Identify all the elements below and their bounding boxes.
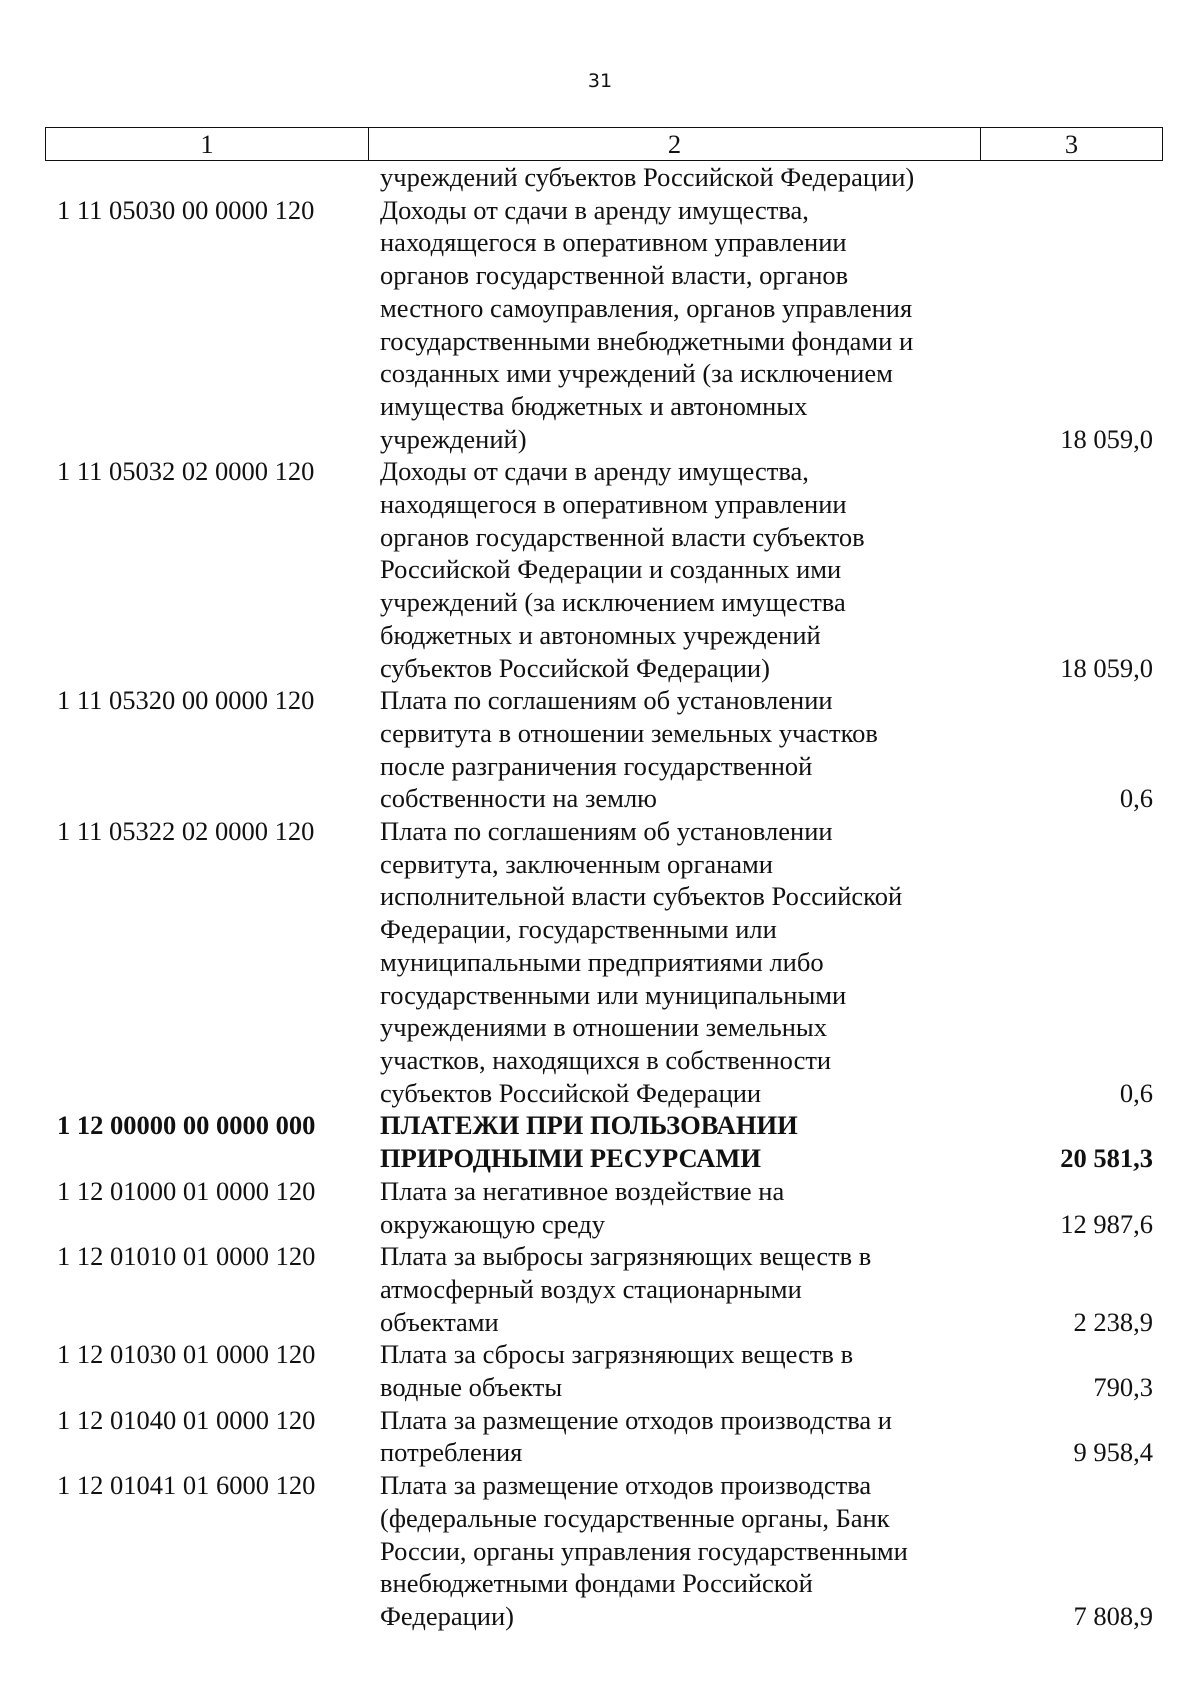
classification-code bbox=[45, 161, 368, 194]
amount-value bbox=[980, 1338, 1163, 1403]
classification-code: 1 11 05322 02 0000 120 bbox=[57, 816, 315, 847]
description-line: Плата за размещение отходов производства bbox=[380, 1470, 872, 1501]
description-line: окружающую среду bbox=[380, 1208, 606, 1239]
classification-code: 1 12 01040 01 0000 120 bbox=[57, 1404, 316, 1435]
description-line: Плата по соглашениям об установлении bbox=[380, 685, 833, 716]
table-row bbox=[45, 161, 1163, 194]
description-line: собственности на землю bbox=[380, 783, 657, 814]
description-line: учреждений субъектов Российской Федерации) bbox=[380, 162, 915, 192]
amount-value bbox=[980, 1175, 1163, 1240]
table-row bbox=[45, 1109, 1163, 1174]
description-line: находящегося в оперативном управлении bbox=[380, 227, 847, 258]
description-line: органов государственной власти субъектов bbox=[380, 521, 865, 552]
table-row bbox=[45, 1338, 1163, 1403]
description-line: исполнительной власти субъектов Российской bbox=[380, 881, 903, 912]
table-row bbox=[45, 1175, 1163, 1240]
classification-code: 1 12 01010 01 0000 120 bbox=[57, 1241, 316, 1272]
table-row bbox=[45, 194, 1163, 456]
description-line: Плата за выбросы загрязняющих веществ в bbox=[380, 1241, 872, 1272]
revenue-description bbox=[368, 1469, 980, 1633]
description-line: атмосферный воздух стационарными bbox=[380, 1273, 802, 1304]
revenue-description bbox=[368, 1404, 980, 1469]
description-line: учреждений) bbox=[380, 423, 527, 454]
description-line: муниципальными предприятиями либо bbox=[380, 946, 824, 977]
amount-value bbox=[980, 161, 1163, 194]
table-row bbox=[45, 684, 1163, 815]
description-line: сервитута в отношении земельных участков bbox=[380, 717, 878, 748]
amount-text: 790,3 bbox=[1093, 1372, 1153, 1403]
amount-value bbox=[980, 684, 1163, 815]
table-row bbox=[45, 1240, 1163, 1338]
description-line: Федерации) bbox=[380, 1600, 514, 1631]
amount-value bbox=[980, 194, 1163, 456]
table-row bbox=[45, 455, 1163, 684]
revenue-description bbox=[368, 815, 980, 1109]
description-line: имущества бюджетных и автономных bbox=[380, 390, 808, 421]
classification-code: 1 11 05030 00 0000 120 bbox=[57, 194, 315, 225]
amount-text: 18 059,0 bbox=[1060, 423, 1153, 454]
amount-text: 9 958,4 bbox=[1073, 1437, 1153, 1468]
header-col-2: 2 bbox=[369, 128, 981, 160]
description-line: учреждениями в отношении земельных bbox=[380, 1012, 827, 1043]
description-line: Плата по соглашениям об установлении bbox=[380, 816, 833, 847]
revenue-description bbox=[368, 1109, 980, 1174]
revenue-description bbox=[368, 1240, 980, 1338]
amount-text: 18 059,0 bbox=[1060, 652, 1153, 683]
page-number: 31 bbox=[587, 70, 613, 92]
description-line: (федеральные государственные органы, Банк bbox=[380, 1502, 890, 1533]
description-line: Плата за размещение отходов производства и bbox=[380, 1404, 892, 1435]
amount-text: 2 238,9 bbox=[1073, 1306, 1153, 1337]
description-line: созданных ими учреждений (за исключением bbox=[380, 358, 893, 389]
revenue-description bbox=[368, 194, 980, 456]
description-line: Плата за негативное воздействие на bbox=[380, 1175, 785, 1206]
description-line: сервитута, заключенным органами bbox=[380, 848, 773, 879]
revenue-description bbox=[368, 1175, 980, 1240]
revenue-description bbox=[368, 684, 980, 815]
revenue-description bbox=[368, 455, 980, 684]
classification-code: 1 12 00000 00 0000 000 bbox=[57, 1110, 316, 1141]
amount-value bbox=[980, 1240, 1163, 1338]
amount-text: 0,6 bbox=[1119, 783, 1153, 814]
description-line: государственными внебюджетными фондами и bbox=[380, 325, 914, 356]
classification-code: 1 12 01030 01 0000 120 bbox=[57, 1339, 316, 1370]
description-line: Российской Федерации и созданных ими bbox=[380, 554, 842, 585]
header-col-1: 1 bbox=[46, 128, 369, 160]
amount-value bbox=[980, 1469, 1163, 1633]
description-line: водные объекты bbox=[380, 1372, 563, 1403]
description-line: объектами bbox=[380, 1306, 499, 1337]
table-row bbox=[45, 815, 1163, 1109]
table-body bbox=[45, 161, 1163, 1633]
amount-value bbox=[980, 1109, 1163, 1174]
budget-table bbox=[45, 127, 1163, 1633]
description-line: государственными или муниципальными bbox=[380, 979, 847, 1010]
description-line: ПЛАТЕЖИ ПРИ ПОЛЬЗОВАНИИ bbox=[380, 1110, 798, 1141]
amount-value bbox=[980, 815, 1163, 1109]
classification-code: 1 12 01000 01 0000 120 bbox=[57, 1175, 316, 1206]
amount-text: 7 808,9 bbox=[1073, 1600, 1153, 1631]
description-line: Плата за сбросы загрязняющих веществ в bbox=[380, 1339, 854, 1370]
description-line: Федерации, государственными или bbox=[380, 914, 777, 945]
description-line: субъектов Российской Федерации bbox=[380, 1077, 762, 1108]
description-line: потребления bbox=[380, 1437, 523, 1468]
table-row bbox=[45, 1404, 1163, 1469]
description-line: внебюджетными фондами Российской bbox=[380, 1568, 813, 1599]
header-col-3: 3 bbox=[1064, 128, 1079, 159]
description-line: субъектов Российской Федерации) bbox=[380, 652, 770, 683]
description-line: Доходы от сдачи в аренду имущества, bbox=[380, 194, 809, 225]
description-line: России, органы управления государственными bbox=[380, 1535, 908, 1566]
amount-text: 20 581,3 bbox=[1060, 1143, 1153, 1174]
description-line: местного самоуправления, органов управления bbox=[380, 292, 913, 323]
classification-code: 1 12 01041 01 6000 120 bbox=[57, 1470, 316, 1501]
description-line: учреждений (за исключением имущества bbox=[380, 587, 846, 618]
table-row bbox=[45, 1469, 1163, 1633]
amount-value bbox=[980, 1404, 1163, 1469]
description-line: органов государственной власти, органов bbox=[380, 260, 849, 291]
amount-text: 12 987,6 bbox=[1060, 1208, 1153, 1239]
amount-value bbox=[980, 455, 1163, 684]
classification-code: 1 11 05032 02 0000 120 bbox=[57, 456, 315, 487]
amount-text: 0,6 bbox=[1119, 1077, 1153, 1108]
revenue-description bbox=[368, 1338, 980, 1403]
classification-code: 1 11 05320 00 0000 120 bbox=[57, 685, 315, 716]
table-header bbox=[45, 127, 1163, 161]
description-line: Доходы от сдачи в аренду имущества, bbox=[380, 456, 809, 487]
revenue-description bbox=[368, 161, 980, 194]
description-line: бюджетных и автономных учреждений bbox=[380, 619, 821, 650]
description-line: ПРИРОДНЫМИ РЕСУРСАМИ bbox=[380, 1143, 762, 1174]
description-line: участков, находящихся в собственности bbox=[380, 1044, 832, 1075]
description-line: после разграничения государственной bbox=[380, 750, 813, 781]
description-line: находящегося в оперативном управлении bbox=[380, 489, 847, 520]
